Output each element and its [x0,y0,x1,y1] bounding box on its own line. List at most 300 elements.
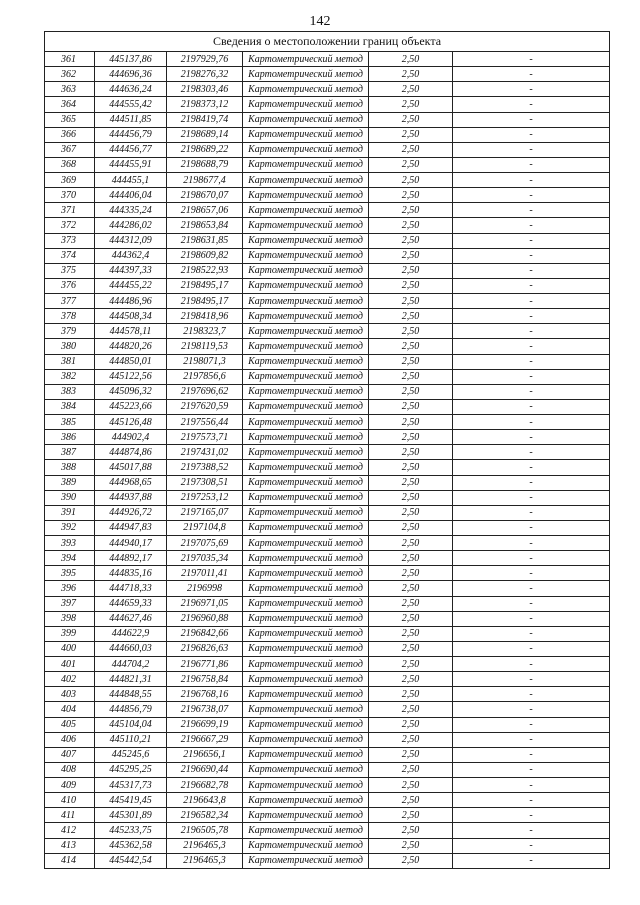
accuracy-cell: 2,50 [369,233,453,248]
accuracy-cell: 2,50 [369,384,453,399]
method-cell: Картометрический метод [243,203,369,218]
x-coordinate-cell: 444968,65 [95,475,167,490]
table-row [45,702,610,717]
point-number-cell: 361 [45,52,95,67]
x-coordinate-cell: 444660,03 [95,641,167,656]
method-cell: Картометрический метод [243,218,369,233]
method-cell: Картометрический метод [243,369,369,384]
y-coordinate-cell: 2196758,84 [167,672,243,687]
method-cell: Картометрический метод [243,490,369,505]
accuracy-cell: 2,50 [369,520,453,535]
method-cell: Картометрический метод [243,339,369,354]
point-number-cell: 401 [45,657,95,672]
note-cell: - [453,369,610,384]
point-number-cell: 390 [45,490,95,505]
x-coordinate-cell: 445137,86 [95,52,167,67]
method-cell: Картометрический метод [243,278,369,293]
method-cell: Картометрический метод [243,747,369,762]
method-cell: Картометрический метод [243,52,369,67]
point-number-cell: 376 [45,278,95,293]
note-cell: - [453,581,610,596]
table-row [45,505,610,520]
point-number-cell: 406 [45,732,95,747]
note-cell: - [453,566,610,581]
x-coordinate-cell: 444856,79 [95,702,167,717]
note-cell: - [453,263,610,278]
point-number-cell: 369 [45,173,95,188]
accuracy-cell: 2,50 [369,294,453,309]
table-row [45,475,610,490]
accuracy-cell: 2,50 [369,188,453,203]
method-cell: Картометрический метод [243,384,369,399]
table-row [45,399,610,414]
x-coordinate-cell: 444362,4 [95,248,167,263]
point-number-cell: 381 [45,354,95,369]
note-cell: - [453,218,610,233]
point-number-cell: 398 [45,611,95,626]
table-row [45,687,610,702]
point-number-cell: 377 [45,294,95,309]
point-number-cell: 392 [45,520,95,535]
point-number-cell: 368 [45,157,95,172]
table-row [45,67,610,82]
x-coordinate-cell: 445317,73 [95,778,167,793]
accuracy-cell: 2,50 [369,112,453,127]
method-cell: Картометрический метод [243,505,369,520]
y-coordinate-cell: 2196690,44 [167,762,243,777]
x-coordinate-cell: 444636,24 [95,82,167,97]
y-coordinate-cell: 2197620,59 [167,399,243,414]
table-title: Сведения о местоположении границ объекта [45,32,610,52]
accuracy-cell: 2,50 [369,808,453,823]
accuracy-cell: 2,50 [369,717,453,732]
point-number-cell: 411 [45,808,95,823]
table-row [45,762,610,777]
table-row [45,142,610,157]
x-coordinate-cell: 444704,2 [95,657,167,672]
y-coordinate-cell: 2198689,14 [167,127,243,142]
x-coordinate-cell: 444312,09 [95,233,167,248]
method-cell: Картометрический метод [243,475,369,490]
table-row [45,415,610,430]
accuracy-cell: 2,50 [369,687,453,702]
y-coordinate-cell: 2196656,1 [167,747,243,762]
note-cell: - [453,551,610,566]
table-row [45,838,610,853]
accuracy-cell: 2,50 [369,702,453,717]
accuracy-cell: 2,50 [369,142,453,157]
x-coordinate-cell: 444335,24 [95,203,167,218]
note-cell: - [453,687,610,702]
x-coordinate-cell: 445110,21 [95,732,167,747]
note-cell: - [453,339,610,354]
accuracy-cell: 2,50 [369,657,453,672]
note-cell: - [453,808,610,823]
y-coordinate-cell: 2196971,05 [167,596,243,611]
table-row [45,278,610,293]
note-cell: - [453,278,610,293]
x-coordinate-cell: 444455,1 [95,173,167,188]
y-coordinate-cell: 2196643,8 [167,793,243,808]
table-row [45,173,610,188]
note-cell: - [453,626,610,641]
x-coordinate-cell: 444940,17 [95,536,167,551]
y-coordinate-cell: 2198418,96 [167,309,243,324]
table-row [45,369,610,384]
accuracy-cell: 2,50 [369,173,453,188]
accuracy-cell: 2,50 [369,672,453,687]
x-coordinate-cell: 444622,9 [95,626,167,641]
note-cell: - [453,203,610,218]
y-coordinate-cell: 2198689,22 [167,142,243,157]
x-coordinate-cell: 444455,91 [95,157,167,172]
method-cell: Картометрический метод [243,717,369,732]
point-number-cell: 382 [45,369,95,384]
method-cell: Картометрический метод [243,702,369,717]
accuracy-cell: 2,50 [369,490,453,505]
x-coordinate-cell: 445295,25 [95,762,167,777]
x-coordinate-cell: 445362,58 [95,838,167,853]
note-cell: - [453,823,610,838]
point-number-cell: 374 [45,248,95,263]
point-number-cell: 363 [45,82,95,97]
point-number-cell: 405 [45,717,95,732]
note-cell: - [453,173,610,188]
x-coordinate-cell: 445017,88 [95,460,167,475]
table-row [45,581,610,596]
x-coordinate-cell: 444696,36 [95,67,167,82]
x-coordinate-cell: 445122,56 [95,369,167,384]
table-row [45,188,610,203]
y-coordinate-cell: 2196842,66 [167,626,243,641]
x-coordinate-cell: 445301,89 [95,808,167,823]
point-number-cell: 378 [45,309,95,324]
point-number-cell: 403 [45,687,95,702]
point-number-cell: 371 [45,203,95,218]
x-coordinate-cell: 444508,34 [95,309,167,324]
accuracy-cell: 2,50 [369,551,453,566]
y-coordinate-cell: 2196465,3 [167,853,243,868]
accuracy-cell: 2,50 [369,354,453,369]
accuracy-cell: 2,50 [369,838,453,853]
x-coordinate-cell: 444947,83 [95,520,167,535]
method-cell: Картометрический метод [243,657,369,672]
page-number: 142 [309,14,331,29]
point-number-cell: 396 [45,581,95,596]
accuracy-cell: 2,50 [369,762,453,777]
accuracy-cell: 2,50 [369,263,453,278]
point-number-cell: 370 [45,188,95,203]
y-coordinate-cell: 2196667,29 [167,732,243,747]
method-cell: Картометрический метод [243,142,369,157]
table-row [45,657,610,672]
method-cell: Картометрический метод [243,248,369,263]
table-row [45,551,610,566]
note-cell: - [453,853,610,868]
accuracy-cell: 2,50 [369,157,453,172]
method-cell: Картометрический метод [243,732,369,747]
accuracy-cell: 2,50 [369,309,453,324]
y-coordinate-cell: 2197253,12 [167,490,243,505]
note-cell: - [453,67,610,82]
x-coordinate-cell: 444627,46 [95,611,167,626]
x-coordinate-cell: 444555,42 [95,97,167,112]
method-cell: Картометрический метод [243,672,369,687]
note-cell: - [453,399,610,414]
method-cell: Картометрический метод [243,67,369,82]
point-number-cell: 373 [45,233,95,248]
note-cell: - [453,294,610,309]
point-number-cell: 383 [45,384,95,399]
y-coordinate-cell: 2198119,53 [167,339,243,354]
method-cell: Картометрический метод [243,551,369,566]
accuracy-cell: 2,50 [369,566,453,581]
accuracy-cell: 2,50 [369,732,453,747]
note-cell: - [453,838,610,853]
note-cell: - [453,762,610,777]
x-coordinate-cell: 444874,86 [95,445,167,460]
note-cell: - [453,157,610,172]
y-coordinate-cell: 2196505,78 [167,823,243,838]
accuracy-cell: 2,50 [369,127,453,142]
point-number-cell: 414 [45,853,95,868]
y-coordinate-cell: 2196682,78 [167,778,243,793]
table-row [45,52,610,67]
table-row [45,127,610,142]
point-number-cell: 400 [45,641,95,656]
accuracy-cell: 2,50 [369,324,453,339]
x-coordinate-cell: 444511,85 [95,112,167,127]
x-coordinate-cell: 445104,04 [95,717,167,732]
method-cell: Картометрический метод [243,127,369,142]
note-cell: - [453,97,610,112]
y-coordinate-cell: 2198419,74 [167,112,243,127]
table-title-row [45,32,610,52]
point-number-cell: 364 [45,97,95,112]
note-cell: - [453,52,610,67]
y-coordinate-cell: 2198323,7 [167,324,243,339]
accuracy-cell: 2,50 [369,823,453,838]
table-row [45,747,610,762]
method-cell: Картометрический метод [243,354,369,369]
note-cell: - [453,475,610,490]
x-coordinate-cell: 445245,6 [95,747,167,762]
note-cell: - [453,445,610,460]
y-coordinate-cell: 2198495,17 [167,278,243,293]
point-number-cell: 375 [45,263,95,278]
accuracy-cell: 2,50 [369,369,453,384]
accuracy-cell: 2,50 [369,97,453,112]
table-row [45,354,610,369]
method-cell: Картометрический метод [243,430,369,445]
method-cell: Картометрический метод [243,294,369,309]
accuracy-cell: 2,50 [369,793,453,808]
accuracy-cell: 2,50 [369,778,453,793]
table-row [45,97,610,112]
point-number-cell: 397 [45,596,95,611]
point-number-cell: 389 [45,475,95,490]
note-cell: - [453,460,610,475]
note-cell: - [453,142,610,157]
y-coordinate-cell: 2197075,69 [167,536,243,551]
table-row [45,672,610,687]
accuracy-cell: 2,50 [369,641,453,656]
point-number-cell: 393 [45,536,95,551]
table-row [45,339,610,354]
table-row [45,823,610,838]
x-coordinate-cell: 444718,33 [95,581,167,596]
note-cell: - [453,324,610,339]
x-coordinate-cell: 444850,01 [95,354,167,369]
y-coordinate-cell: 2196738,07 [167,702,243,717]
y-coordinate-cell: 2197696,62 [167,384,243,399]
x-coordinate-cell: 444848,55 [95,687,167,702]
y-coordinate-cell: 2197104,8 [167,520,243,535]
y-coordinate-cell: 2198653,84 [167,218,243,233]
table-row [45,490,610,505]
method-cell: Картометрический метод [243,596,369,611]
x-coordinate-cell: 444659,33 [95,596,167,611]
x-coordinate-cell: 444486,96 [95,294,167,309]
y-coordinate-cell: 2198657,06 [167,203,243,218]
method-cell: Картометрический метод [243,233,369,248]
accuracy-cell: 2,50 [369,218,453,233]
boundary-coordinates-table [44,31,610,869]
x-coordinate-cell: 445442,54 [95,853,167,868]
method-cell: Картометрический метод [243,823,369,838]
x-coordinate-cell: 444821,31 [95,672,167,687]
point-number-cell: 399 [45,626,95,641]
point-number-cell: 409 [45,778,95,793]
point-number-cell: 404 [45,702,95,717]
point-number-cell: 379 [45,324,95,339]
point-number-cell: 362 [45,67,95,82]
note-cell: - [453,641,610,656]
point-number-cell: 380 [45,339,95,354]
point-number-cell: 384 [45,399,95,414]
accuracy-cell: 2,50 [369,505,453,520]
table-row [45,445,610,460]
y-coordinate-cell: 2197556,44 [167,415,243,430]
y-coordinate-cell: 2197308,51 [167,475,243,490]
note-cell: - [453,793,610,808]
point-number-cell: 366 [45,127,95,142]
x-coordinate-cell: 444937,88 [95,490,167,505]
point-number-cell: 372 [45,218,95,233]
table-row [45,233,610,248]
method-cell: Картометрический метод [243,263,369,278]
method-cell: Картометрический метод [243,173,369,188]
y-coordinate-cell: 2198495,17 [167,294,243,309]
accuracy-cell: 2,50 [369,82,453,97]
y-coordinate-cell: 2197165,07 [167,505,243,520]
table-row [45,248,610,263]
table-row [45,611,610,626]
note-cell: - [453,717,610,732]
point-number-cell: 388 [45,460,95,475]
note-cell: - [453,82,610,97]
point-number-cell: 394 [45,551,95,566]
y-coordinate-cell: 2196960,88 [167,611,243,626]
accuracy-cell: 2,50 [369,339,453,354]
point-number-cell: 367 [45,142,95,157]
method-cell: Картометрический метод [243,157,369,172]
y-coordinate-cell: 2196768,16 [167,687,243,702]
note-cell: - [453,732,610,747]
note-cell: - [453,520,610,535]
x-coordinate-cell: 444456,79 [95,127,167,142]
accuracy-cell: 2,50 [369,445,453,460]
y-coordinate-cell: 2196998 [167,581,243,596]
table-row [45,732,610,747]
table-row [45,263,610,278]
note-cell: - [453,430,610,445]
accuracy-cell: 2,50 [369,278,453,293]
note-cell: - [453,490,610,505]
accuracy-cell: 2,50 [369,536,453,551]
y-coordinate-cell: 2198522,93 [167,263,243,278]
note-cell: - [453,354,610,369]
note-cell: - [453,536,610,551]
y-coordinate-cell: 2197011,41 [167,566,243,581]
accuracy-cell: 2,50 [369,460,453,475]
method-cell: Картометрический метод [243,97,369,112]
y-coordinate-cell: 2198688,79 [167,157,243,172]
x-coordinate-cell: 445233,75 [95,823,167,838]
table-row [45,82,610,97]
y-coordinate-cell: 2198631,85 [167,233,243,248]
point-number-cell: 385 [45,415,95,430]
x-coordinate-cell: 444455,22 [95,278,167,293]
table-row [45,324,610,339]
note-cell: - [453,384,610,399]
method-cell: Картометрический метод [243,687,369,702]
accuracy-cell: 2,50 [369,248,453,263]
method-cell: Картометрический метод [243,520,369,535]
table-row [45,793,610,808]
note-cell: - [453,672,610,687]
table-row [45,157,610,172]
note-cell: - [453,248,610,263]
point-number-cell: 407 [45,747,95,762]
y-coordinate-cell: 2197431,02 [167,445,243,460]
x-coordinate-cell: 445126,48 [95,415,167,430]
method-cell: Картометрический метод [243,460,369,475]
point-number-cell: 410 [45,793,95,808]
y-coordinate-cell: 2198677,4 [167,173,243,188]
accuracy-cell: 2,50 [369,611,453,626]
y-coordinate-cell: 2198276,32 [167,67,243,82]
table-row [45,566,610,581]
method-cell: Картометрический метод [243,112,369,127]
method-cell: Картометрический метод [243,82,369,97]
table-row [45,536,610,551]
y-coordinate-cell: 2196771,86 [167,657,243,672]
accuracy-cell: 2,50 [369,203,453,218]
table-row [45,520,610,535]
table-row [45,808,610,823]
method-cell: Картометрический метод [243,853,369,868]
x-coordinate-cell: 444902,4 [95,430,167,445]
method-cell: Картометрический метод [243,793,369,808]
accuracy-cell: 2,50 [369,430,453,445]
x-coordinate-cell: 444397,33 [95,263,167,278]
method-cell: Картометрический метод [243,324,369,339]
y-coordinate-cell: 2196699,19 [167,717,243,732]
note-cell: - [453,309,610,324]
table-row [45,294,610,309]
note-cell: - [453,778,610,793]
